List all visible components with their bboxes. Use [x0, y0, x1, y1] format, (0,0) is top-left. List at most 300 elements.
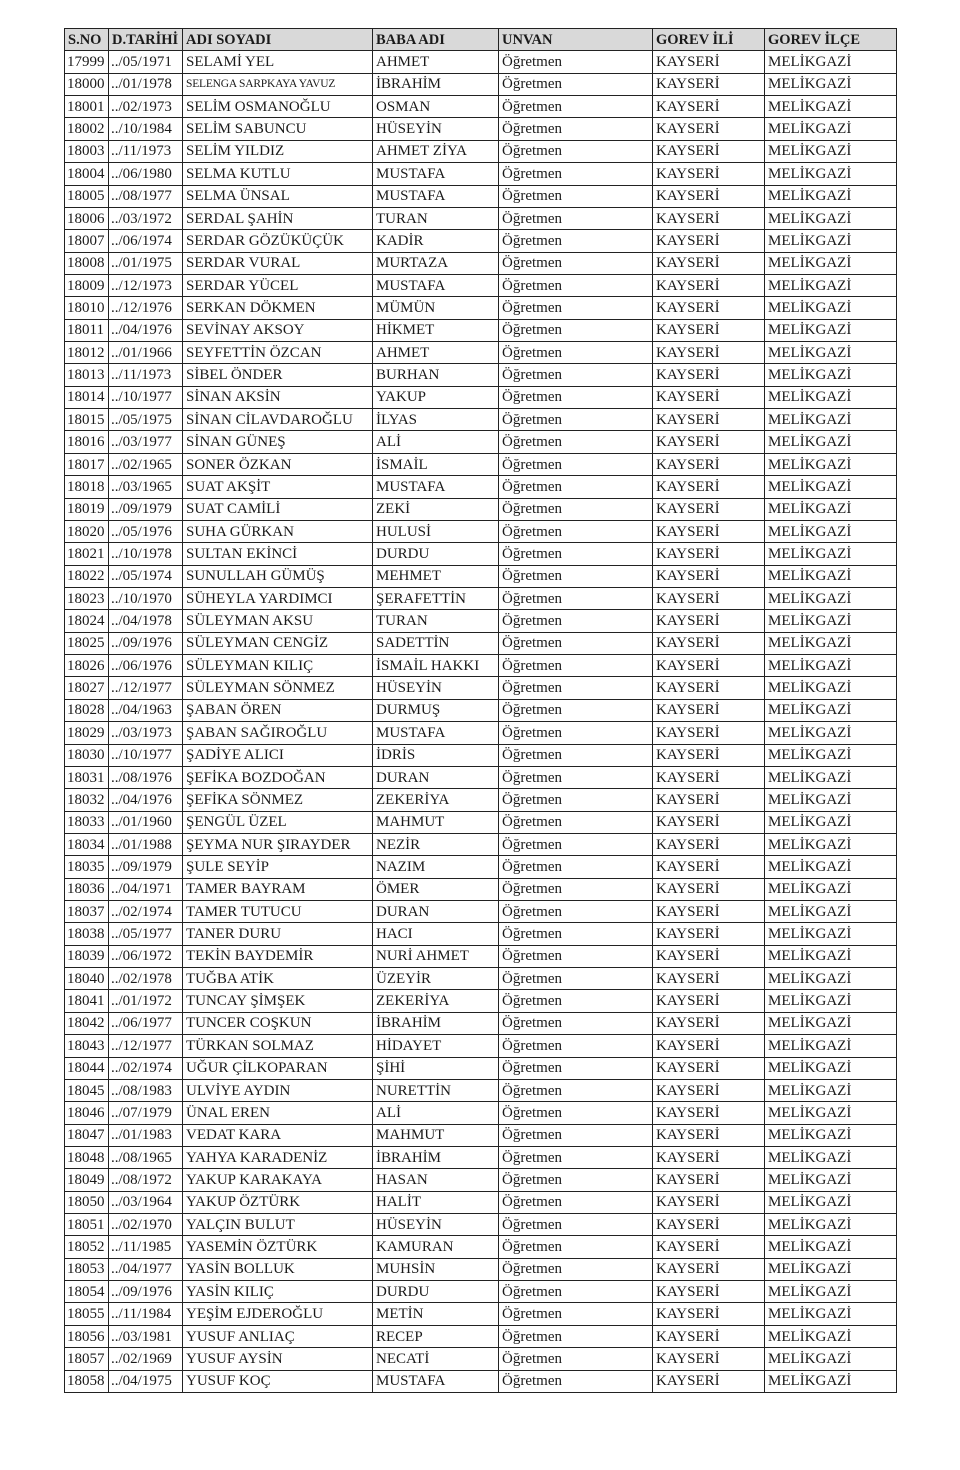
- table-row: [65, 565, 897, 587]
- city-cell: KAYSERİ: [653, 1079, 765, 1101]
- table-row: [65, 811, 897, 833]
- serial-number-cell: 18000: [65, 73, 109, 95]
- father-name-cell: ZEKERİYA: [373, 990, 499, 1012]
- header-full-name: ADI SOYADI: [183, 29, 373, 51]
- district-cell: MELİKGAZİ: [765, 699, 897, 721]
- title-cell: Öğretmen: [499, 1079, 653, 1101]
- city-cell: KAYSERİ: [653, 252, 765, 274]
- full-name-cell: SÜLEYMAN KILIÇ: [183, 655, 373, 677]
- title-cell: Öğretmen: [499, 587, 653, 609]
- district-cell: MELİKGAZİ: [765, 520, 897, 542]
- birth-date-cell: ../10/1977: [109, 744, 183, 766]
- title-cell: Öğretmen: [499, 1035, 653, 1057]
- full-name-cell: ŞEFİKA BOZDOĞAN: [183, 766, 373, 788]
- birth-date-cell: ../01/1960: [109, 811, 183, 833]
- father-name-cell: NURETTİN: [373, 1079, 499, 1101]
- title-cell: Öğretmen: [499, 699, 653, 721]
- city-cell: KAYSERİ: [653, 409, 765, 431]
- title-cell: Öğretmen: [499, 945, 653, 967]
- father-name-cell: AHMET ZİYA: [373, 140, 499, 162]
- father-name-cell: HASAN: [373, 1169, 499, 1191]
- full-name-cell: SEVİNAY AKSOY: [183, 319, 373, 341]
- district-cell: MELİKGAZİ: [765, 1124, 897, 1146]
- city-cell: KAYSERİ: [653, 744, 765, 766]
- district-cell: MELİKGAZİ: [765, 677, 897, 699]
- header-district: GOREV İLÇE: [765, 29, 897, 51]
- birth-date-cell: ../04/1963: [109, 699, 183, 721]
- serial-number-cell: 18014: [65, 386, 109, 408]
- serial-number-cell: 18031: [65, 766, 109, 788]
- father-name-cell: ÜZEYİR: [373, 968, 499, 990]
- serial-number-cell: 18020: [65, 520, 109, 542]
- district-cell: MELİKGAZİ: [765, 789, 897, 811]
- full-name-cell: YASİN BOLLUK: [183, 1258, 373, 1280]
- title-cell: Öğretmen: [499, 878, 653, 900]
- title-cell: Öğretmen: [499, 1102, 653, 1124]
- city-cell: KAYSERİ: [653, 1169, 765, 1191]
- table-row: [65, 1169, 897, 1191]
- title-cell: Öğretmen: [499, 1348, 653, 1370]
- title-cell: Öğretmen: [499, 386, 653, 408]
- serial-number-cell: 18050: [65, 1191, 109, 1213]
- birth-date-cell: ../02/1969: [109, 1348, 183, 1370]
- father-name-cell: MUSTAFA: [373, 163, 499, 185]
- table-row: [65, 744, 897, 766]
- birth-date-cell: ../11/1985: [109, 1236, 183, 1258]
- birth-date-cell: ../10/1984: [109, 118, 183, 140]
- full-name-cell: ŞABAN SAĞIROĞLU: [183, 722, 373, 744]
- table-row: [65, 990, 897, 1012]
- title-cell: Öğretmen: [499, 96, 653, 118]
- title-cell: Öğretmen: [499, 655, 653, 677]
- full-name-cell: TAMER BAYRAM: [183, 878, 373, 900]
- title-cell: Öğretmen: [499, 476, 653, 498]
- father-name-cell: HALİT: [373, 1191, 499, 1213]
- father-name-cell: MUSTAFA: [373, 722, 499, 744]
- table-row: [65, 945, 897, 967]
- father-name-cell: AHMET: [373, 51, 499, 73]
- serial-number-cell: 18044: [65, 1057, 109, 1079]
- city-cell: KAYSERİ: [653, 1258, 765, 1280]
- full-name-cell: YUSUF KOÇ: [183, 1370, 373, 1392]
- birth-date-cell: ../09/1979: [109, 498, 183, 520]
- table-row: [65, 1035, 897, 1057]
- serial-number-cell: 18011: [65, 319, 109, 341]
- father-name-cell: DURDU: [373, 543, 499, 565]
- full-name-cell: TANER DURU: [183, 923, 373, 945]
- table-row: [65, 1057, 897, 1079]
- city-cell: KAYSERİ: [653, 587, 765, 609]
- father-name-cell: KAMURAN: [373, 1236, 499, 1258]
- city-cell: KAYSERİ: [653, 230, 765, 252]
- birth-date-cell: ../08/1972: [109, 1169, 183, 1191]
- district-cell: MELİKGAZİ: [765, 722, 897, 744]
- birth-date-cell: ../09/1979: [109, 856, 183, 878]
- serial-number-cell: 18051: [65, 1214, 109, 1236]
- birth-date-cell: ../12/1977: [109, 677, 183, 699]
- table-row: [65, 498, 897, 520]
- serial-number-cell: 18046: [65, 1102, 109, 1124]
- title-cell: Öğretmen: [499, 252, 653, 274]
- birth-date-cell: ../02/1974: [109, 901, 183, 923]
- table-row: [65, 520, 897, 542]
- table-row: [65, 968, 897, 990]
- serial-number-cell: 18038: [65, 923, 109, 945]
- table-row: [65, 722, 897, 744]
- birth-date-cell: ../01/1978: [109, 73, 183, 95]
- table-row: [65, 73, 897, 95]
- father-name-cell: MUSTAFA: [373, 274, 499, 296]
- table-row: [65, 856, 897, 878]
- birth-date-cell: ../06/1980: [109, 163, 183, 185]
- full-name-cell: TUNCAY ŞİMŞEK: [183, 990, 373, 1012]
- city-cell: KAYSERİ: [653, 677, 765, 699]
- city-cell: KAYSERİ: [653, 1348, 765, 1370]
- title-cell: Öğretmen: [499, 901, 653, 923]
- title-cell: Öğretmen: [499, 1057, 653, 1079]
- birth-date-cell: ../01/1972: [109, 990, 183, 1012]
- city-cell: KAYSERİ: [653, 1325, 765, 1347]
- city-cell: KAYSERİ: [653, 140, 765, 162]
- serial-number-cell: 18049: [65, 1169, 109, 1191]
- birth-date-cell: ../02/1970: [109, 1214, 183, 1236]
- district-cell: MELİKGAZİ: [765, 744, 897, 766]
- table-row: [65, 163, 897, 185]
- full-name-cell: VEDAT KARA: [183, 1124, 373, 1146]
- full-name-cell: SELİM SABUNCU: [183, 118, 373, 140]
- full-name-cell: ŞULE SEYİP: [183, 856, 373, 878]
- table-row: [65, 1325, 897, 1347]
- title-cell: Öğretmen: [499, 274, 653, 296]
- full-name-cell: SULTAN EKİNCİ: [183, 543, 373, 565]
- city-cell: KAYSERİ: [653, 207, 765, 229]
- city-cell: KAYSERİ: [653, 878, 765, 900]
- full-name-cell: YASEMİN ÖZTÜRK: [183, 1236, 373, 1258]
- serial-number-cell: 18057: [65, 1348, 109, 1370]
- title-cell: Öğretmen: [499, 968, 653, 990]
- district-cell: MELİKGAZİ: [765, 632, 897, 654]
- city-cell: KAYSERİ: [653, 1303, 765, 1325]
- table-row: [65, 453, 897, 475]
- title-cell: Öğretmen: [499, 1325, 653, 1347]
- serial-number-cell: 18048: [65, 1146, 109, 1168]
- birth-date-cell: ../01/1983: [109, 1124, 183, 1146]
- title-cell: Öğretmen: [499, 185, 653, 207]
- full-name-cell: YAHYA KARADENİZ: [183, 1146, 373, 1168]
- city-cell: KAYSERİ: [653, 856, 765, 878]
- father-name-cell: HÜSEYİN: [373, 677, 499, 699]
- serial-number-cell: 18008: [65, 252, 109, 274]
- serial-number-cell: 18053: [65, 1258, 109, 1280]
- father-name-cell: HÜSEYİN: [373, 118, 499, 140]
- table-row: [65, 1370, 897, 1392]
- title-cell: Öğretmen: [499, 118, 653, 140]
- city-cell: KAYSERİ: [653, 990, 765, 1012]
- title-cell: Öğretmen: [499, 163, 653, 185]
- city-cell: KAYSERİ: [653, 431, 765, 453]
- father-name-cell: NEZİR: [373, 833, 499, 855]
- district-cell: MELİKGAZİ: [765, 766, 897, 788]
- full-name-cell: SÜLEYMAN CENGİZ: [183, 632, 373, 654]
- district-cell: MELİKGAZİ: [765, 565, 897, 587]
- birth-date-cell: ../01/1988: [109, 833, 183, 855]
- city-cell: KAYSERİ: [653, 51, 765, 73]
- full-name-cell: SUAT CAMİLİ: [183, 498, 373, 520]
- table-row: [65, 364, 897, 386]
- serial-number-cell: 18030: [65, 744, 109, 766]
- district-cell: MELİKGAZİ: [765, 1258, 897, 1280]
- father-name-cell: NAZIM: [373, 856, 499, 878]
- serial-number-cell: 18022: [65, 565, 109, 587]
- district-cell: MELİKGAZİ: [765, 1191, 897, 1213]
- header-city: GOREV İLİ: [653, 29, 765, 51]
- full-name-cell: SİNAN CİLAVDAROĞLU: [183, 409, 373, 431]
- serial-number-cell: 18054: [65, 1281, 109, 1303]
- birth-date-cell: ../04/1977: [109, 1258, 183, 1280]
- birth-date-cell: ../11/1984: [109, 1303, 183, 1325]
- full-name-cell: SUHA GÜRKAN: [183, 520, 373, 542]
- city-cell: KAYSERİ: [653, 1035, 765, 1057]
- father-name-cell: MAHMUT: [373, 811, 499, 833]
- city-cell: KAYSERİ: [653, 1214, 765, 1236]
- father-name-cell: MUSTAFA: [373, 476, 499, 498]
- full-name-cell: ULVİYE AYDIN: [183, 1079, 373, 1101]
- title-cell: Öğretmen: [499, 1281, 653, 1303]
- table-row: [65, 766, 897, 788]
- birth-date-cell: ../02/1978: [109, 968, 183, 990]
- serial-number-cell: 18056: [65, 1325, 109, 1347]
- title-cell: Öğretmen: [499, 1236, 653, 1258]
- table-row: [65, 319, 897, 341]
- full-name-cell: YALÇIN BULUT: [183, 1214, 373, 1236]
- title-cell: Öğretmen: [499, 543, 653, 565]
- serial-number-cell: 18012: [65, 342, 109, 364]
- district-cell: MELİKGAZİ: [765, 856, 897, 878]
- table-row: [65, 185, 897, 207]
- city-cell: KAYSERİ: [653, 901, 765, 923]
- birth-date-cell: ../08/1983: [109, 1079, 183, 1101]
- birth-date-cell: ../05/1975: [109, 409, 183, 431]
- birth-date-cell: ../10/1970: [109, 587, 183, 609]
- full-name-cell: TUĞBA ATİK: [183, 968, 373, 990]
- title-cell: Öğretmen: [499, 1258, 653, 1280]
- full-name-cell: SUNULLAH GÜMÜŞ: [183, 565, 373, 587]
- birth-date-cell: ../08/1977: [109, 185, 183, 207]
- city-cell: KAYSERİ: [653, 1236, 765, 1258]
- birth-date-cell: ../04/1976: [109, 319, 183, 341]
- table-row: [65, 1191, 897, 1213]
- father-name-cell: RECEP: [373, 1325, 499, 1347]
- serial-number-cell: 18001: [65, 96, 109, 118]
- serial-number-cell: 18045: [65, 1079, 109, 1101]
- district-cell: MELİKGAZİ: [765, 274, 897, 296]
- city-cell: KAYSERİ: [653, 811, 765, 833]
- full-name-cell: SUAT AKŞİT: [183, 476, 373, 498]
- birth-date-cell: ../08/1976: [109, 766, 183, 788]
- serial-number-cell: 18006: [65, 207, 109, 229]
- table-row: [65, 1258, 897, 1280]
- document-page: [64, 28, 896, 1393]
- title-cell: Öğretmen: [499, 364, 653, 386]
- district-cell: MELİKGAZİ: [765, 655, 897, 677]
- birth-date-cell: ../06/1977: [109, 1012, 183, 1034]
- serial-number-cell: 18013: [65, 364, 109, 386]
- birth-date-cell: ../08/1965: [109, 1146, 183, 1168]
- father-name-cell: MÜMÜN: [373, 297, 499, 319]
- father-name-cell: TURAN: [373, 610, 499, 632]
- district-cell: MELİKGAZİ: [765, 968, 897, 990]
- father-name-cell: İLYAS: [373, 409, 499, 431]
- district-cell: MELİKGAZİ: [765, 1057, 897, 1079]
- title-cell: Öğretmen: [499, 923, 653, 945]
- city-cell: KAYSERİ: [653, 1191, 765, 1213]
- city-cell: KAYSERİ: [653, 1146, 765, 1168]
- title-cell: Öğretmen: [499, 610, 653, 632]
- table-row: [65, 1102, 897, 1124]
- district-cell: MELİKGAZİ: [765, 73, 897, 95]
- birth-date-cell: ../03/1965: [109, 476, 183, 498]
- full-name-cell: ÜNAL EREN: [183, 1102, 373, 1124]
- full-name-cell: SERKAN DÖKMEN: [183, 297, 373, 319]
- birth-date-cell: ../10/1978: [109, 543, 183, 565]
- city-cell: KAYSERİ: [653, 386, 765, 408]
- full-name-cell: SİBEL ÖNDER: [183, 364, 373, 386]
- serial-number-cell: 18027: [65, 677, 109, 699]
- district-cell: MELİKGAZİ: [765, 1348, 897, 1370]
- district-cell: MELİKGAZİ: [765, 1012, 897, 1034]
- full-name-cell: ŞADİYE ALICI: [183, 744, 373, 766]
- serial-number-cell: 18028: [65, 699, 109, 721]
- table-header-row: [65, 29, 897, 51]
- father-name-cell: MAHMUT: [373, 1124, 499, 1146]
- title-cell: Öğretmen: [499, 431, 653, 453]
- birth-date-cell: ../05/1974: [109, 565, 183, 587]
- title-cell: Öğretmen: [499, 1169, 653, 1191]
- father-name-cell: NECATİ: [373, 1348, 499, 1370]
- serial-number-cell: 18023: [65, 587, 109, 609]
- full-name-cell: SELAMİ YEL: [183, 51, 373, 73]
- district-cell: MELİKGAZİ: [765, 364, 897, 386]
- full-name-cell: TUNCER COŞKUN: [183, 1012, 373, 1034]
- table-row: [65, 1079, 897, 1101]
- birth-date-cell: ../07/1979: [109, 1102, 183, 1124]
- table-row: [65, 140, 897, 162]
- full-name-cell: ŞENGÜL ÜZEL: [183, 811, 373, 833]
- serial-number-cell: 18018: [65, 476, 109, 498]
- full-name-cell: SERDAL ŞAHİN: [183, 207, 373, 229]
- district-cell: MELİKGAZİ: [765, 610, 897, 632]
- father-name-cell: HULUSİ: [373, 520, 499, 542]
- birth-date-cell: ../12/1976: [109, 297, 183, 319]
- city-cell: KAYSERİ: [653, 766, 765, 788]
- city-cell: KAYSERİ: [653, 1281, 765, 1303]
- city-cell: KAYSERİ: [653, 699, 765, 721]
- city-cell: KAYSERİ: [653, 274, 765, 296]
- serial-number-cell: 18032: [65, 789, 109, 811]
- birth-date-cell: ../06/1976: [109, 655, 183, 677]
- serial-number-cell: 18047: [65, 1124, 109, 1146]
- city-cell: KAYSERİ: [653, 453, 765, 475]
- city-cell: KAYSERİ: [653, 632, 765, 654]
- district-cell: MELİKGAZİ: [765, 1214, 897, 1236]
- table-row: [65, 923, 897, 945]
- table-row: [65, 1146, 897, 1168]
- father-name-cell: MUSTAFA: [373, 185, 499, 207]
- birth-date-cell: ../09/1976: [109, 1281, 183, 1303]
- table-row: [65, 901, 897, 923]
- table-row: [65, 118, 897, 140]
- city-cell: KAYSERİ: [653, 498, 765, 520]
- title-cell: Öğretmen: [499, 297, 653, 319]
- serial-number-cell: 18026: [65, 655, 109, 677]
- district-cell: MELİKGAZİ: [765, 543, 897, 565]
- father-name-cell: ZEKİ: [373, 498, 499, 520]
- title-cell: Öğretmen: [499, 632, 653, 654]
- birth-date-cell: ../12/1977: [109, 1035, 183, 1057]
- city-cell: KAYSERİ: [653, 163, 765, 185]
- city-cell: KAYSERİ: [653, 1370, 765, 1392]
- father-name-cell: KADİR: [373, 230, 499, 252]
- table-row: [65, 1012, 897, 1034]
- title-cell: Öğretmen: [499, 230, 653, 252]
- title-cell: Öğretmen: [499, 140, 653, 162]
- district-cell: MELİKGAZİ: [765, 811, 897, 833]
- father-name-cell: İSMAİL HAKKI: [373, 655, 499, 677]
- city-cell: KAYSERİ: [653, 1102, 765, 1124]
- title-cell: Öğretmen: [499, 1146, 653, 1168]
- table-row: [65, 51, 897, 73]
- full-name-cell: SERDAR YÜCEL: [183, 274, 373, 296]
- father-name-cell: ÖMER: [373, 878, 499, 900]
- father-name-cell: ZEKERİYA: [373, 789, 499, 811]
- table-body: [65, 51, 897, 1393]
- father-name-cell: MUSTAFA: [373, 1370, 499, 1392]
- serial-number-cell: 18019: [65, 498, 109, 520]
- serial-number-cell: 18021: [65, 543, 109, 565]
- birth-date-cell: ../06/1974: [109, 230, 183, 252]
- father-name-cell: MEHMET: [373, 565, 499, 587]
- father-name-cell: BURHAN: [373, 364, 499, 386]
- full-name-cell: SİNAN GÜNEŞ: [183, 431, 373, 453]
- father-name-cell: HÜSEYİN: [373, 1214, 499, 1236]
- district-cell: MELİKGAZİ: [765, 96, 897, 118]
- city-cell: KAYSERİ: [653, 655, 765, 677]
- full-name-cell: SELENGA SARPKAYA YAVUZ: [183, 73, 373, 95]
- serial-number-cell: 18036: [65, 878, 109, 900]
- title-cell: Öğretmen: [499, 319, 653, 341]
- district-cell: MELİKGAZİ: [765, 901, 897, 923]
- table-row: [65, 274, 897, 296]
- serial-number-cell: 18015: [65, 409, 109, 431]
- table-row: [65, 1124, 897, 1146]
- district-cell: MELİKGAZİ: [765, 476, 897, 498]
- father-name-cell: HİKMET: [373, 319, 499, 341]
- header-sno: S.NO: [65, 29, 109, 51]
- city-cell: KAYSERİ: [653, 118, 765, 140]
- father-name-cell: DURDU: [373, 1281, 499, 1303]
- father-name-cell: İBRAHİM: [373, 73, 499, 95]
- father-name-cell: ALİ: [373, 431, 499, 453]
- title-cell: Öğretmen: [499, 677, 653, 699]
- table-row: [65, 543, 897, 565]
- district-cell: MELİKGAZİ: [765, 1169, 897, 1191]
- serial-number-cell: 18025: [65, 632, 109, 654]
- city-cell: KAYSERİ: [653, 543, 765, 565]
- title-cell: Öğretmen: [499, 1214, 653, 1236]
- birth-date-cell: ../11/1973: [109, 140, 183, 162]
- birth-date-cell: ../02/1965: [109, 453, 183, 475]
- district-cell: MELİKGAZİ: [765, 453, 897, 475]
